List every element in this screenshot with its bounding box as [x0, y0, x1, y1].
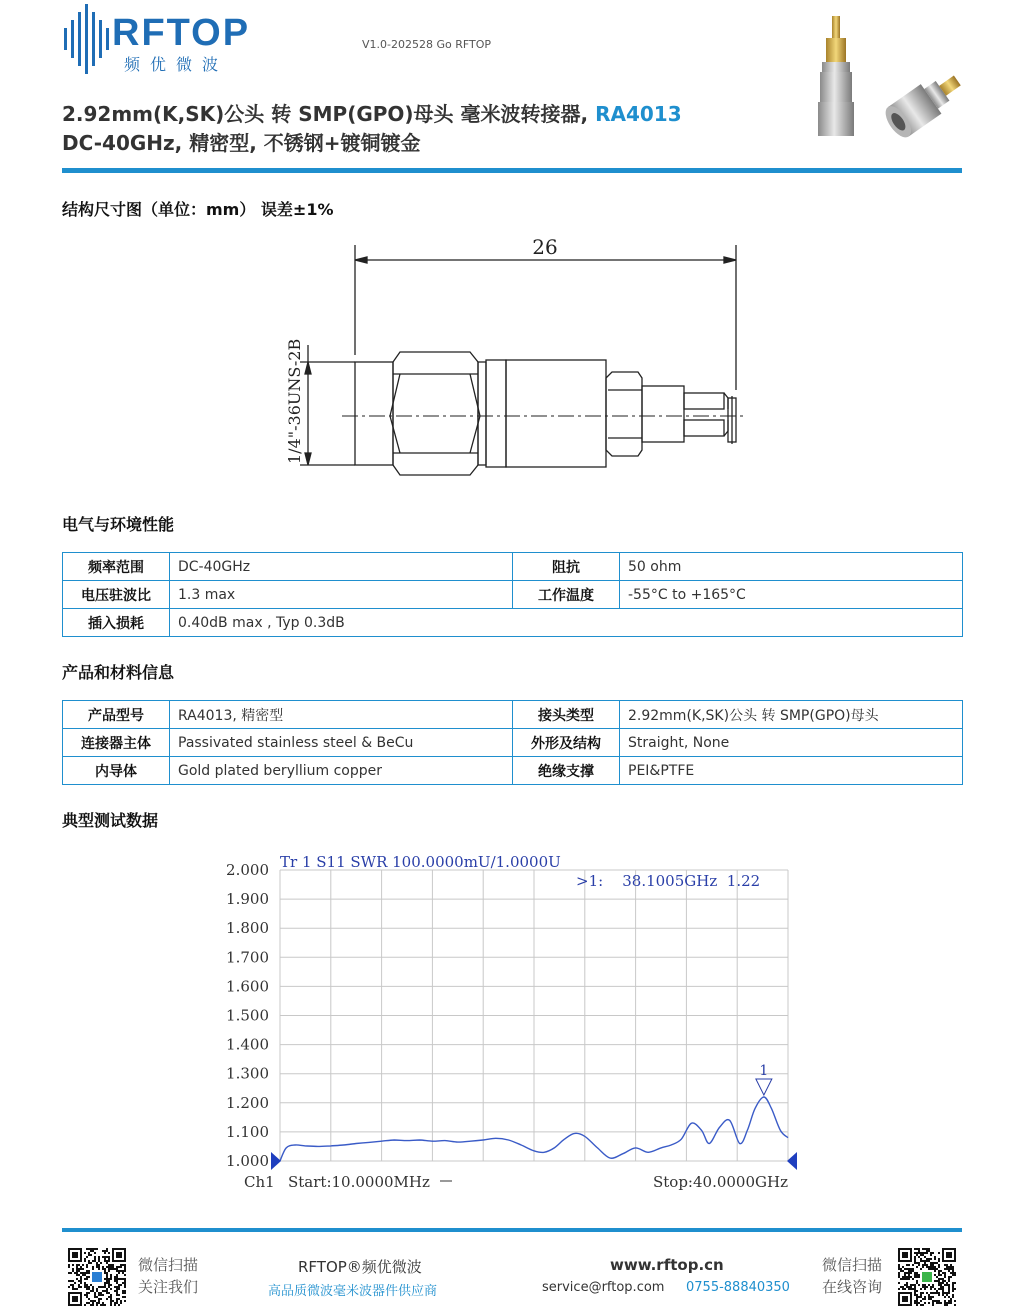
footer-divider	[62, 1228, 962, 1232]
footer-email-link[interactable]: service@rftop.com	[542, 1280, 665, 1295]
product-title-text: 2.92mm(K,SK)公头 转 SMP(GPO)母头 毫米波转接器,	[62, 102, 596, 126]
spec-value: 2.92mm(K,SK)公头 转 SMP(GPO)母头	[620, 701, 963, 729]
footer-website-link[interactable]: www.rftop.cn	[610, 1256, 724, 1274]
test-section-title: 典型测试数据	[62, 811, 159, 830]
footer-scan-follow-line2: 关注我们	[138, 1278, 199, 1296]
footer-scan-follow-line1: 微信扫描	[138, 1256, 199, 1274]
spec-key: 产品型号	[63, 701, 170, 729]
spec-value: Gold plated beryllium copper	[170, 757, 513, 785]
marker-1	[756, 1063, 772, 1095]
table-row	[63, 581, 963, 609]
spec-value: 50 ohm	[620, 553, 963, 581]
y-tick-label: 1.300	[226, 1064, 269, 1083]
footer-brand: RFTOP®频优微波	[298, 1258, 422, 1276]
spec-key: 外形及结构	[513, 729, 620, 757]
table-row	[63, 609, 963, 637]
y-tick-label: 1.000	[226, 1152, 269, 1170]
y-tick-label: 1.900	[226, 890, 269, 909]
qr-code-consult[interactable]	[898, 1248, 956, 1306]
spec-value: -55°C to +165°C	[620, 581, 963, 609]
stop-frequency-label: Stop:40.0000GHz	[653, 1173, 788, 1191]
y-tick-label: 2.000	[226, 861, 269, 879]
part-number: RA4013	[595, 102, 682, 126]
spec-value: 1.3 max	[170, 581, 513, 609]
spec-key: 电压驻波比	[63, 581, 170, 609]
marker-label: 1	[759, 1062, 769, 1079]
thread-dimension-label: 1/4"-36UNS-2B	[285, 338, 304, 464]
header-divider	[62, 168, 962, 173]
table-row	[63, 757, 963, 785]
y-tick-label: 1.100	[226, 1122, 269, 1141]
start-frequency-label: Start:10.0000MHz	[288, 1173, 430, 1191]
y-tick-label: 1.800	[226, 919, 269, 938]
spec-key: 频率范围	[63, 553, 170, 581]
spec-value: RA4013, 精密型	[170, 701, 513, 729]
spec-key: 工作温度	[513, 581, 620, 609]
dimension-drawing	[270, 230, 760, 500]
y-tick-label: 1.500	[226, 1006, 269, 1025]
table-row	[63, 553, 963, 581]
version-label: V1.0-202528 Go RFTOP	[362, 38, 492, 51]
marker-triangle	[756, 1079, 772, 1095]
electrical-table	[62, 552, 963, 637]
logo-wordmark: RFTOP	[112, 12, 251, 54]
spec-value: Straight, None	[620, 729, 963, 757]
y-tick-label: 1.200	[226, 1093, 269, 1112]
spec-value: PEI&PTFE	[620, 757, 963, 785]
chart-grid	[280, 870, 788, 1161]
footer-phone[interactable]: 0755-88840350	[686, 1280, 790, 1295]
product-table	[62, 700, 963, 785]
footer-slogan: 高品质微波毫米波器件供应商	[268, 1284, 438, 1299]
length-dimension-label: 26	[532, 235, 558, 259]
logo-chinese-name: 频优微波	[124, 55, 229, 74]
product-photo	[800, 10, 970, 145]
spec-key: 内导体	[63, 757, 170, 785]
chart-title: Tr 1 S11 SWR 100.0000mU/1.0000U	[280, 853, 561, 871]
rftop-logo-mark	[62, 4, 112, 74]
spec-value: Passivated stainless steel & BeCu	[170, 729, 513, 757]
spec-value: 0.40dB max , Typ 0.3dB	[170, 609, 963, 637]
y-tick-label: 1.700	[226, 948, 269, 967]
spec-key: 绝缘支撑	[513, 757, 620, 785]
y-tick-label: 1.600	[226, 977, 269, 996]
spec-key: 阻抗	[513, 553, 620, 581]
swr-chart	[210, 845, 810, 1200]
y-tick-labels	[226, 861, 269, 1170]
y-tick-label: 1.400	[226, 1035, 269, 1054]
table-row	[63, 701, 963, 729]
spec-key: 接头类型	[513, 701, 620, 729]
product-title	[62, 98, 682, 127]
spec-key: 插入损耗	[63, 609, 170, 637]
spec-value: DC-40GHz	[170, 553, 513, 581]
footer-scan-consult-line1: 微信扫描	[822, 1256, 883, 1274]
electrical-section-title: 电气与环境性能	[62, 515, 175, 534]
drawing-section-title: 结构尺寸图（单位：mm） 误差±1%	[62, 200, 334, 219]
spec-key: 连接器主体	[63, 729, 170, 757]
product-section-title: 产品和材料信息	[62, 663, 175, 682]
marker-readout: >1: 38.1005GHz 1.22	[576, 872, 761, 890]
channel-label: Ch1	[244, 1173, 275, 1191]
product-subtitle: DC-40GHz, 精密型, 不锈钢+镀铜镀金	[62, 131, 421, 155]
footer-scan-consult	[822, 1254, 882, 1298]
table-row	[63, 729, 963, 757]
footer-scan-consult-line2: 在线咨询	[822, 1278, 883, 1296]
footer-scan-follow	[138, 1254, 198, 1298]
qr-code-follow[interactable]	[68, 1248, 126, 1306]
